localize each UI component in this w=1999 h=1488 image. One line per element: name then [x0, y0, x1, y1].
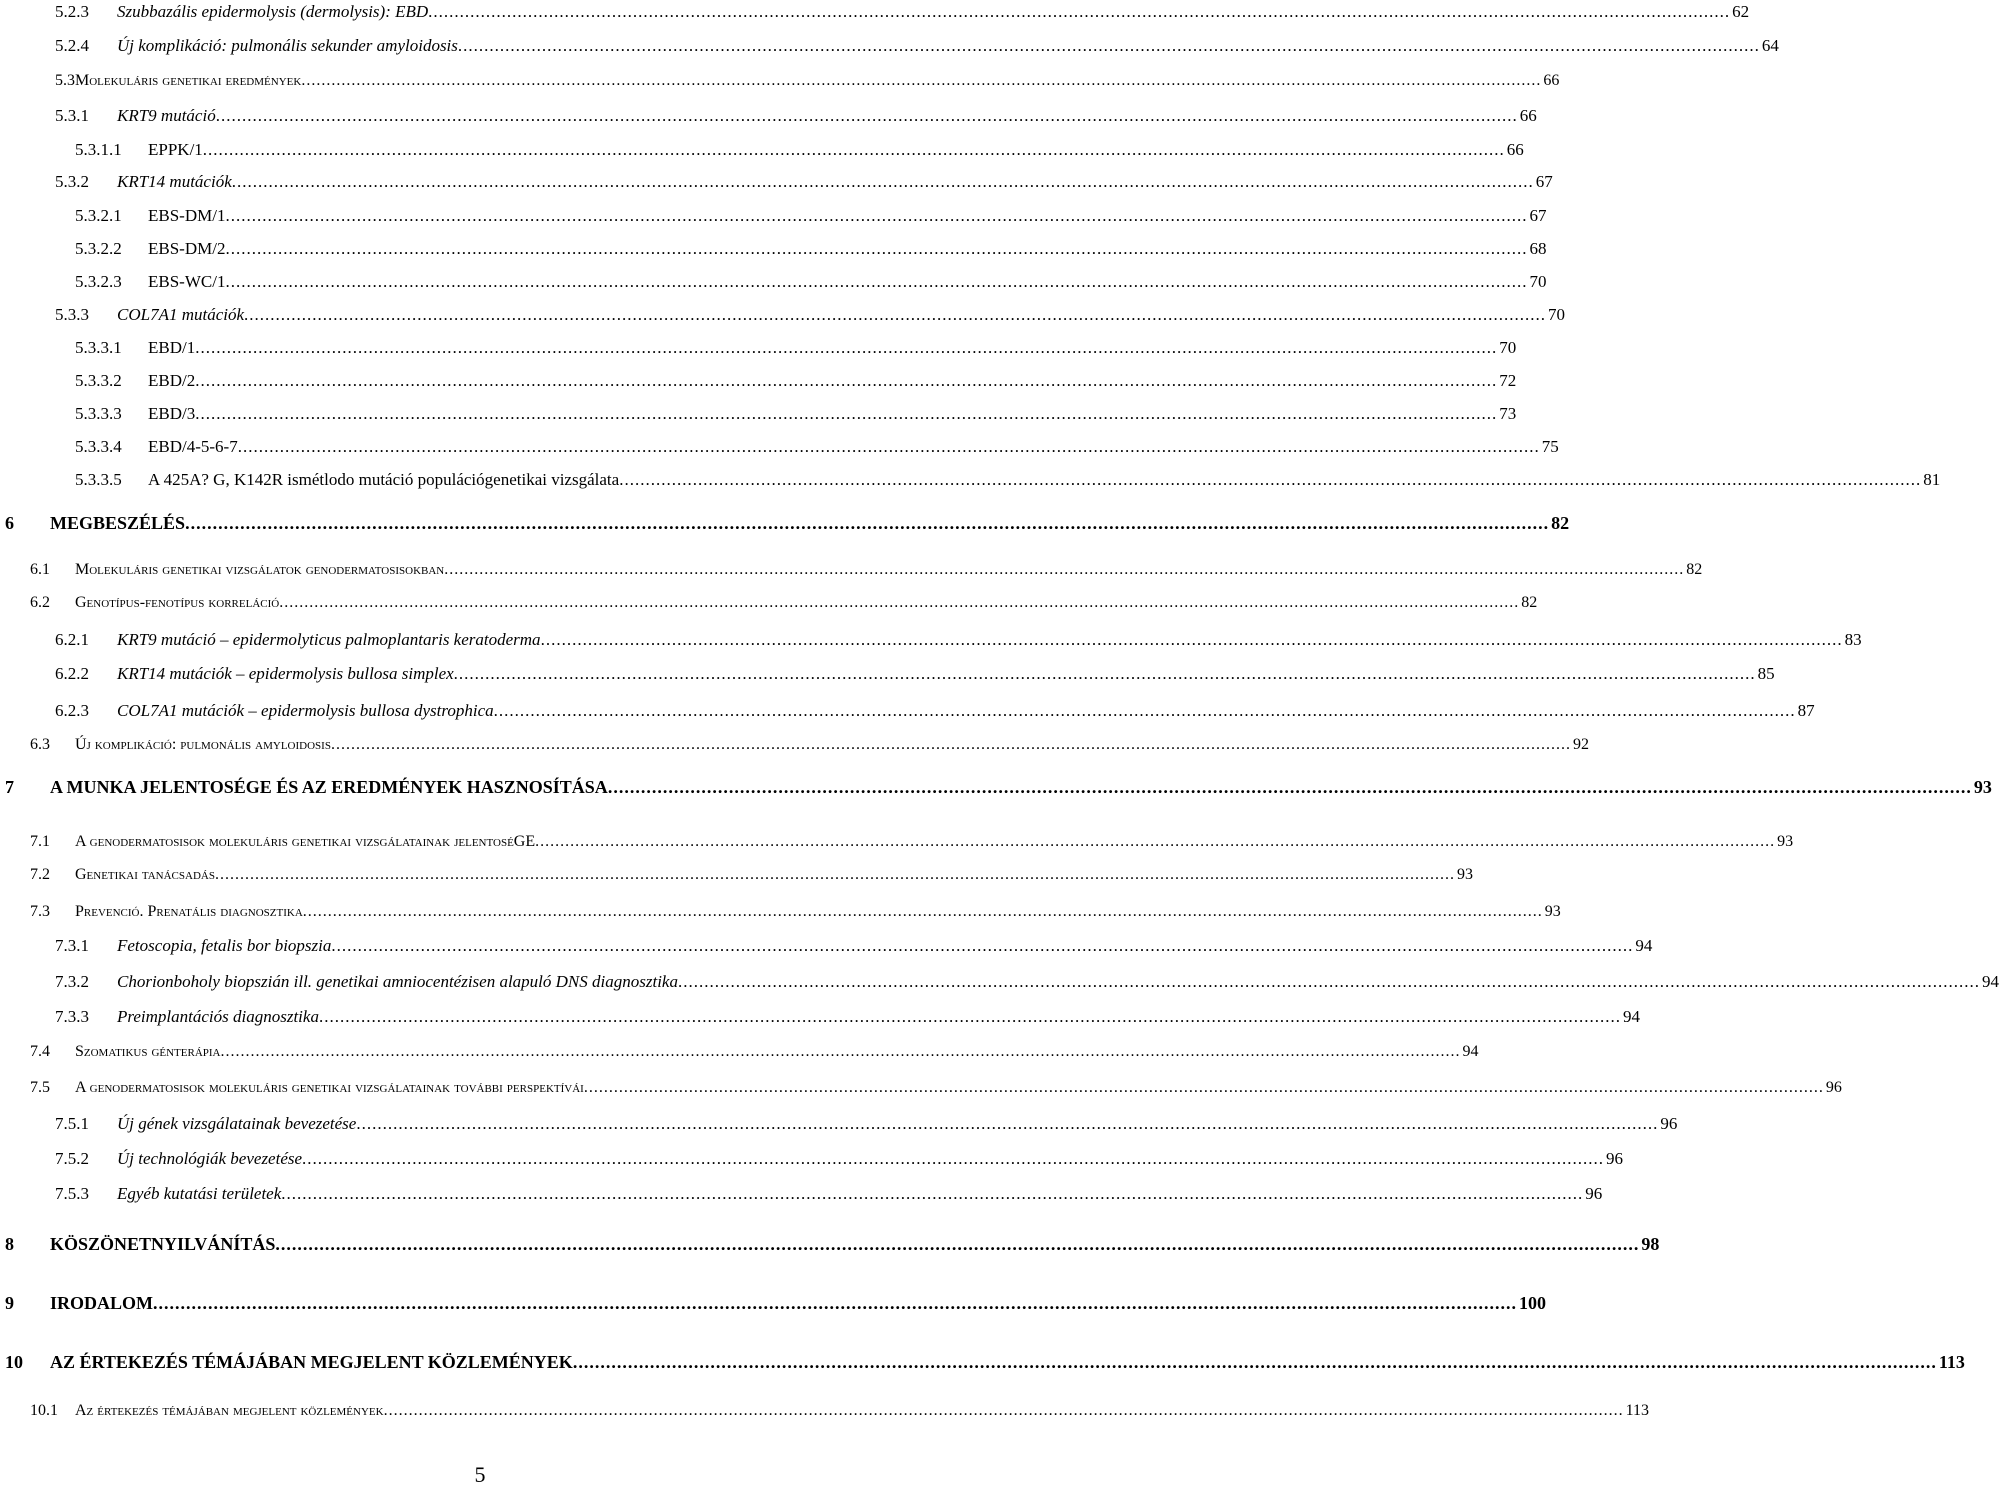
- page-number: 5: [474, 1462, 486, 1487]
- toc-title: Molekuláris genetikai eredmények: [75, 72, 302, 89]
- toc-page: 82: [1521, 594, 1538, 611]
- toc-page: 82: [1686, 561, 1703, 578]
- toc-number: 7.5.2: [55, 1149, 89, 1168]
- toc-entry[interactable]: [55, 168, 1553, 196]
- toc-leader: [541, 626, 1843, 654]
- toc-number: 7.5: [30, 1079, 50, 1096]
- toc-entry[interactable]: [30, 589, 1538, 617]
- toc-number: 7.3.3: [55, 1007, 89, 1026]
- toc-entry[interactable]: [55, 626, 1862, 654]
- toc-number: 5.3.3.3: [75, 404, 122, 423]
- toc-title: COL7A1 mutációk: [117, 305, 245, 324]
- toc-page: 67: [1535, 172, 1553, 191]
- toc-leader: [319, 1003, 1621, 1031]
- toc-title: A genodermatosisok molekuláris genetikai vizsgálatainak további perspektívái: [75, 1079, 584, 1096]
- toc-title: Fetoscopia, fetalis bor biopszia: [117, 936, 332, 955]
- toc-number: 5.3.2.3: [75, 272, 122, 291]
- toc-leader: [494, 697, 1796, 725]
- toc-title: KÖSZÖNETNYILVÁNÍTÁS: [50, 1234, 276, 1254]
- toc-number: 7.5.3: [55, 1184, 89, 1203]
- toc-title: Szomatikus génterápia: [75, 1043, 221, 1060]
- toc-entry[interactable]: [55, 1110, 1678, 1138]
- toc-number: 5.3.2.1: [75, 206, 122, 225]
- toc-leader: [275, 1230, 1639, 1258]
- toc-entry[interactable]: [55, 968, 1999, 996]
- toc-page: 96: [1825, 1079, 1842, 1096]
- toc-leader: [215, 861, 1455, 889]
- toc-entry[interactable]: [55, 932, 1653, 960]
- toc-entry[interactable]: [75, 334, 1517, 362]
- toc-title: Chorionboholy biopszián ill. genetikai amniocentézisen alapuló DNS diagnosztika: [117, 972, 678, 991]
- toc-number: 5.2.4: [55, 36, 89, 55]
- toc-page: 72: [1499, 371, 1517, 390]
- toc-title: AZ ÉRTEKEZÉS TÉMÁJÁBAN MEGJELENT KÖZLEMÉNYEK: [50, 1352, 573, 1372]
- toc-entry[interactable]: [5, 1230, 1660, 1258]
- toc-number: 7.4: [30, 1043, 50, 1060]
- toc-title: A genodermatosisok molekuláris genetikai vizsgálatainak jelentoséGE: [75, 833, 536, 850]
- toc-leader: [302, 1145, 1604, 1173]
- toc-title: Szubbazális epidermolysis (dermolysis): EBD: [117, 2, 429, 21]
- toc-number: 5.3.3.5: [75, 470, 122, 489]
- toc-title: Új komplikáció: pulmonális amyloidosis: [75, 736, 331, 753]
- toc-title: A 425A? G, K142R ismétlodo mutáció populációgenetikai vizsgálata: [148, 470, 620, 489]
- toc-entry[interactable]: [55, 1145, 1624, 1173]
- toc-page: 66: [1506, 140, 1524, 159]
- toc-leader: [195, 367, 1497, 395]
- toc-entry[interactable]: [75, 136, 1524, 164]
- toc-number: 5.3.2.2: [75, 239, 122, 258]
- toc-entry[interactable]: [75, 367, 1517, 395]
- toc-page: 66: [1543, 72, 1560, 89]
- toc-title: EBD/2: [148, 371, 196, 390]
- toc-entry[interactable]: [30, 828, 1794, 856]
- toc-entry[interactable]: [75, 433, 1559, 461]
- toc-title: Preimplantációs diagnosztika: [117, 1007, 319, 1026]
- toc-title: Új gének vizsgálatainak bevezetése: [117, 1114, 357, 1133]
- toc-title: KRT14 mutációk: [117, 172, 232, 191]
- toc-title: EBD/1: [148, 338, 196, 357]
- toc-entry[interactable]: [30, 556, 1703, 584]
- toc-entry[interactable]: [30, 1397, 1649, 1425]
- toc-title: A MUNKA JELENTOSÉGE ÉS AZ EREDMÉNYEK HASZNOSÍTÁSA: [50, 777, 608, 797]
- toc-entry[interactable]: [75, 202, 1547, 230]
- toc-title: EBD/3: [148, 404, 196, 423]
- toc-page: 92: [1572, 736, 1589, 753]
- toc-number: 7.3: [30, 903, 50, 920]
- toc-page: 85: [1757, 664, 1775, 683]
- toc-entry[interactable]: [55, 697, 1815, 725]
- toc-title: Genotípus-fenotípus korreláció: [75, 594, 280, 611]
- toc-entry[interactable]: [55, 102, 1537, 130]
- toc-entry[interactable]: [5, 1289, 1546, 1317]
- toc-leader: [458, 32, 1760, 60]
- toc-page: 98: [1641, 1234, 1660, 1254]
- toc-number: 6: [5, 513, 14, 533]
- toc-entry[interactable]: [75, 400, 1517, 428]
- toc-entry[interactable]: [30, 1074, 1842, 1102]
- toc-entry[interactable]: [55, 301, 1566, 329]
- toc-leader: [535, 828, 1775, 856]
- toc-leader: [281, 1180, 1583, 1208]
- toc-title: Prevenció. Prenatális diagnosztika: [75, 903, 303, 920]
- toc-title: Az értekezés témájában megjelent közlemények: [75, 1402, 384, 1419]
- toc-number: 5.3.3.4: [75, 437, 122, 456]
- toc-page: 73: [1499, 404, 1517, 423]
- toc-leader: [225, 202, 1527, 230]
- toc-page: 83: [1844, 630, 1862, 649]
- toc-title: COL7A1 mutációk – epidermolysis bullosa dystrophica: [117, 701, 494, 720]
- toc-number: 7.2: [30, 866, 50, 883]
- toc-title: Új komplikáció: pulmonális sekunder amyloidosis: [117, 36, 458, 55]
- toc-page: 113: [1625, 1402, 1649, 1419]
- toc-leader: [195, 400, 1497, 428]
- toc-entry[interactable]: [55, 67, 1560, 95]
- toc-leader: [444, 556, 1684, 584]
- toc-number: 6.2.2: [55, 664, 89, 683]
- toc-leader: [203, 136, 1505, 164]
- toc-leader: [303, 898, 1543, 926]
- toc-leader: [331, 731, 1571, 759]
- toc-number: 6.2.1: [55, 630, 89, 649]
- toc-page: 75: [1541, 437, 1559, 456]
- toc-title: IRODALOM: [50, 1293, 153, 1313]
- toc-entry[interactable]: [55, 660, 1775, 688]
- toc-page: 93: [1973, 777, 1992, 797]
- toc-number: 5.3.1: [55, 106, 89, 125]
- toc-leader: [232, 168, 1534, 196]
- toc-title: KRT9 mutáció: [117, 106, 216, 125]
- toc-page: 94: [1981, 972, 1999, 991]
- toc-page: 94: [1622, 1007, 1640, 1026]
- toc-entry[interactable]: [75, 466, 1941, 494]
- toc-entry[interactable]: [30, 1038, 1479, 1066]
- toc-number: 6.1: [30, 561, 50, 578]
- toc-leader: [608, 773, 1972, 801]
- toc-entry[interactable]: [75, 235, 1547, 263]
- toc-title: EBS-DM/2: [148, 239, 226, 258]
- toc-page: 93: [1544, 903, 1561, 920]
- toc-number: 9: [5, 1293, 14, 1313]
- toc-entry[interactable]: [30, 898, 1561, 926]
- toc-leader: [301, 67, 1541, 95]
- toc-page: 64: [1761, 36, 1779, 55]
- toc-page: 81: [1923, 470, 1941, 489]
- toc-title: EBS-WC/1: [148, 272, 226, 291]
- toc-number: 5.3.3: [55, 305, 89, 324]
- toc-leader: [356, 1110, 1658, 1138]
- toc-leader: [331, 932, 1633, 960]
- toc-leader: [384, 1397, 1624, 1425]
- toc-page: 70: [1499, 338, 1517, 357]
- toc-entry[interactable]: [55, 1180, 1603, 1208]
- toc-number: 5.3.1.1: [75, 140, 122, 159]
- toc-number: 5.3.2: [55, 172, 89, 191]
- toc-title: EBD/4-5-6-7: [148, 437, 238, 456]
- toc-entry[interactable]: [5, 1348, 1965, 1376]
- toc-number: 10.1: [30, 1402, 58, 1419]
- toc-number: 7.3.2: [55, 972, 89, 991]
- toc-number: 6.3: [30, 736, 50, 753]
- toc-entry[interactable]: [5, 509, 1570, 537]
- toc-title: EPPK/1: [148, 140, 203, 159]
- toc-number: 5.3: [55, 72, 75, 89]
- toc-leader: [225, 268, 1527, 296]
- toc-number: 8: [5, 1234, 14, 1254]
- toc-page: 100: [1519, 1293, 1546, 1313]
- toc-entry[interactable]: [5, 773, 1992, 801]
- toc-number: 7: [5, 777, 14, 797]
- toc-page: 96: [1660, 1114, 1678, 1133]
- toc-leader: [279, 589, 1519, 617]
- toc-title: Molekuláris genetikai vizsgálatok genodermatosisokban: [75, 561, 445, 578]
- toc-page: 96: [1585, 1184, 1603, 1203]
- toc-entry[interactable]: [55, 0, 1750, 26]
- toc-page: 94: [1462, 1043, 1479, 1060]
- toc-number: 7.5.1: [55, 1114, 89, 1133]
- toc-leader: [573, 1348, 1937, 1376]
- toc-number: 6.2.3: [55, 701, 89, 720]
- toc-page: 67: [1529, 206, 1547, 225]
- toc-leader: [221, 1038, 1461, 1066]
- toc-number: 7.1: [30, 833, 50, 850]
- toc-page: 82: [1551, 513, 1570, 533]
- toc-page: 113: [1938, 1352, 1965, 1372]
- toc-leader: [619, 466, 1921, 494]
- toc-entry[interactable]: [75, 268, 1547, 296]
- toc-title: MEGBESZÉLÉS: [50, 513, 186, 533]
- toc-title: KRT9 mutáció – epidermolyticus palmoplantaris keratoderma: [117, 630, 541, 649]
- toc-title: Egyéb kutatási területek: [117, 1184, 282, 1203]
- toc-number: 5.3.3.2: [75, 371, 122, 390]
- toc-leader: [225, 235, 1527, 263]
- toc-entry[interactable]: [30, 731, 1589, 759]
- toc-page: 94: [1635, 936, 1653, 955]
- toc-title: Genetikai tanácsadás: [75, 866, 215, 883]
- toc-leader: [195, 334, 1497, 362]
- toc-leader: [238, 433, 1540, 461]
- toc-leader: [428, 0, 1730, 26]
- toc-number: 7.3.1: [55, 936, 89, 955]
- toc-leader: [216, 102, 1518, 130]
- toc-number: 5.3.3.1: [75, 338, 122, 357]
- toc-leader: [678, 968, 1980, 996]
- toc-page: 87: [1797, 701, 1815, 720]
- toc-title: Új technológiák bevezetése: [117, 1149, 303, 1168]
- toc-entry[interactable]: [55, 1003, 1640, 1031]
- toc-title: KRT14 mutációk – epidermolysis bullosa simplex: [117, 664, 454, 683]
- toc-page: 66: [1519, 106, 1537, 125]
- toc-number: 6.2: [30, 594, 50, 611]
- toc-entry[interactable]: [55, 32, 1779, 60]
- toc-page: 96: [1606, 1149, 1624, 1168]
- toc-page: 70: [1548, 305, 1566, 324]
- toc-number: 10: [5, 1352, 23, 1372]
- toc-page: 93: [1456, 866, 1473, 883]
- toc-leader: [454, 660, 1756, 688]
- toc-leader: [244, 301, 1546, 329]
- toc-page: 68: [1529, 239, 1547, 258]
- toc-leader: [185, 509, 1549, 537]
- toc-title: EBS-DM/1: [148, 206, 226, 225]
- toc-entry[interactable]: [30, 861, 1473, 889]
- toc-page: 93: [1777, 833, 1794, 850]
- toc-leader: [584, 1074, 1824, 1102]
- toc-leader: [153, 1289, 1517, 1317]
- toc-page: 62: [1732, 2, 1750, 21]
- toc-page: 70: [1529, 272, 1547, 291]
- toc-number: 5.2.3: [55, 2, 89, 21]
